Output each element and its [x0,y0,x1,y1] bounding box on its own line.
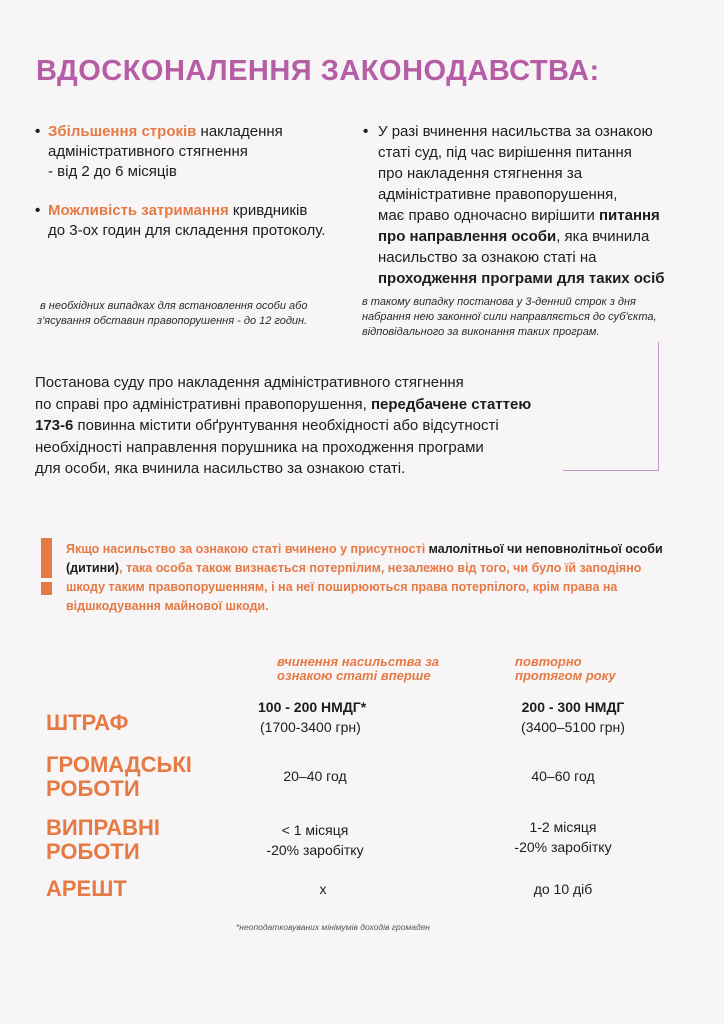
court-decision-paragraph [35,372,595,480]
bullet-text: накладення [196,123,283,140]
bullet-text: адміністративне правопорушення, [378,186,618,203]
bullet-increase-terms [35,122,368,182]
footnote: *неоподатковуваних мінімумів доходів громадян [236,922,430,932]
note-line: в необхідних випадках для встановлення особи або [40,300,308,312]
cell-fine-first [258,697,428,737]
warning-text: Якщо насильство за ознакою статі вчинено у присутності [66,542,429,556]
cell-value: x [319,881,327,897]
left-note [37,299,308,329]
cell-value: -20% заробітку [514,839,612,855]
row-label-fine: ШТРАФ [46,710,129,735]
bullet-text: - від 2 до 6 місяців [48,163,177,180]
paragraph-bold: 173-6 [35,417,74,434]
bullet-bold: проходження програми для таких осіб [378,270,665,287]
exclamation-icon [41,538,52,578]
cell-value: -20% заробітку [266,842,364,858]
note-line: з'ясування обставин правопорушення - до 12 годин. [37,315,308,327]
cell-value: < 1 місяця [281,822,349,838]
cell-value: 40–60 год [531,768,595,784]
cell-community-repeat [488,766,638,786]
cell-value: до 10 діб [533,881,593,897]
page-title: ВДОСКОНАЛЕННЯ ЗАКОНОДАВСТВА: [36,55,600,87]
paragraph-text: по справі про адміністративні правопорушення, [35,395,371,413]
child-witness-warning [66,540,666,616]
bullet-dot-icon: • [35,123,41,140]
row-label-line: ГРОМАДСЬКІ [46,752,192,777]
warning-text: , така особа також визнається потерпілим, незалежно від того, чи було їй заподіяно шкоду таким правопорушенням, і на неї поширюються права потерпілого, крім права на відшкодування майнової шкоди. [66,561,642,613]
note-line: набрання нею законної сили направляється до суб'єкта, [362,311,657,323]
row-label-community-work [46,753,192,801]
bullet-program-referral [363,121,698,289]
paragraph-line: для особи, яка вчинила насильство за ознакою статі. [35,460,406,477]
exclamation-dot-icon [41,582,52,595]
bullet-dot-icon: • [35,202,41,219]
bullet-text: кривдників [228,202,308,219]
bullet-highlight: Збільшення строків [48,123,197,140]
cell-value: 1-2 місяця [529,819,597,835]
cell-community-first [240,766,390,786]
cell-corrective-first [240,820,390,860]
column-header-line: ознакою статі вперше [277,668,431,683]
cell-fine-repeat [498,697,648,737]
paragraph-line: необхідності направлення порушника на проходження програми [35,438,484,456]
bullet-text: до 3-ох годин для складення протоколу. [48,222,326,239]
row-label-line: РОБОТИ [46,776,140,801]
bullet-text: насильство за ознакою статі на [378,249,597,266]
column-header-repeat-offense [515,655,616,683]
row-label-line: ВИПРАВНІ [46,815,161,840]
bullet-text: адміністративного стягнення [48,143,248,160]
cell-value: 100 - 200 НМДГ* [258,699,367,715]
row-label-line: РОБОТИ [46,839,140,864]
bullet-bold: питання [598,207,660,224]
bullet-highlight: Можливість затримання [48,202,229,219]
bullet-text: , яка вчинила [556,228,650,245]
cell-value: 20–40 год [283,768,347,784]
column-header-line: повторно [515,654,582,669]
cell-value: (1700-3400 грн) [260,719,361,735]
row-label-arrest: АРЕШТ [46,876,127,901]
note-line: в такому випадку постанова у 3-денний строк з дня [362,296,636,308]
column-header-line: вчинення насильства за [277,654,440,669]
bullet-bold: про направлення особи [378,228,557,245]
paragraph-line: Постанова суду про накладення адміністративного стягнення [35,374,464,391]
paragraph-text: повинна містити обґрунтування необхідності або відсутності [73,417,499,434]
bullet-text: про накладення стягнення за [378,165,583,182]
note-line: відповідального за виконання таких програм. [362,326,600,338]
cell-arrest-first [248,879,398,899]
cell-value: (3400–5100 грн) [521,719,625,735]
warning-highlight: малолітньої чи неповнолітньої особи (дитини) [66,542,663,575]
cell-arrest-repeat [488,879,638,899]
bullet-text: У разі вчинення насильства за ознакою [378,123,653,140]
column-header-line: протягом року [515,668,616,683]
bullet-detention [35,201,368,241]
row-label-corrective-work [46,816,160,864]
cell-corrective-repeat [488,817,638,857]
cell-value: 200 - 300 НМДГ [521,699,625,715]
bullet-dot-icon: • [363,123,369,140]
paragraph-bold: передбачене статтею [370,395,532,413]
bullet-text: має право одночасно вирішити [378,207,599,224]
bullet-text: статі суд, під час вирішення питання [378,144,632,161]
right-note [362,295,657,340]
column-header-first-offense [277,655,439,683]
